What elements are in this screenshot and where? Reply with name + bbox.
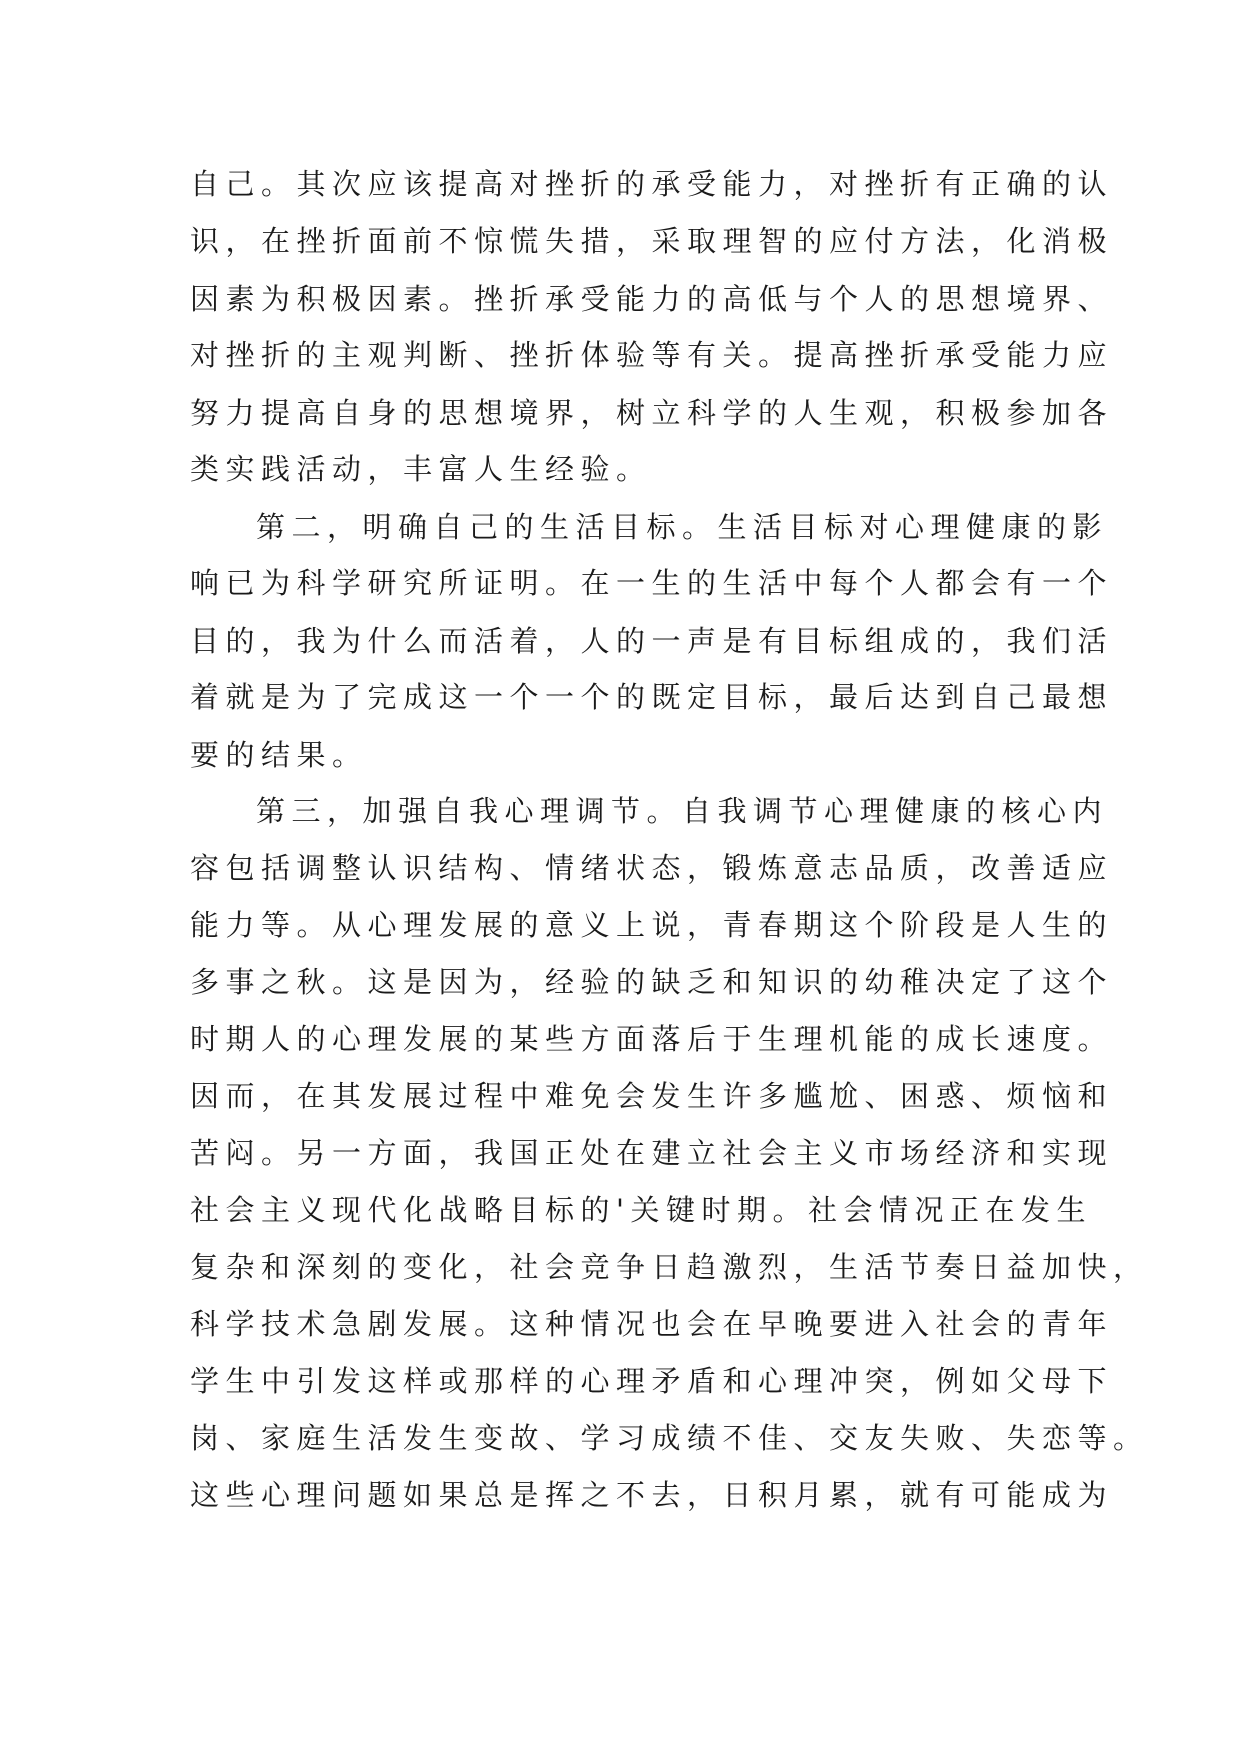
text-line: 多事之秋。这是因为，经验的缺乏和知识的幼稚决定了这个 bbox=[190, 965, 1114, 999]
text-line: 这些心理问题如果总是挥之不去，日积月累，就有可能成为 bbox=[190, 1478, 1114, 1512]
text-line: 识，在挫折面前不惊慌失措，采取理智的应付方法，化消极 bbox=[190, 224, 1114, 258]
text-line: 对挫折的主观判断、挫折体验等有关。提高挫折承受能力应 bbox=[190, 338, 1114, 372]
text-line: 复杂和深刻的变化，社会竞争日趋激烈，生活节奏日益加快， bbox=[190, 1250, 1149, 1284]
text-line: 苦闷。另一方面，我国正处在建立社会主义市场经济和实现 bbox=[190, 1136, 1114, 1170]
text-line: 岗、家庭生活发生变故、学习成绩不佳、交友失败、失恋等。 bbox=[190, 1421, 1149, 1455]
text-line: 目的，我为什么而活着，人的一声是有目标组成的，我们活 bbox=[190, 624, 1114, 658]
text-line: 能力等。从心理发展的意义上说，青春期这个阶段是人生的 bbox=[190, 908, 1114, 942]
text-line: 着就是为了完成这一个一个的既定目标，最后达到自己最想 bbox=[190, 680, 1114, 714]
text-line: 要的结果。 bbox=[190, 738, 368, 772]
text-line: 容包括调整认识结构、情绪状态，锻炼意志品质，改善适应 bbox=[190, 851, 1114, 885]
text-line: 努力提高自身的思想境界，树立科学的人生观，积极参加各 bbox=[190, 396, 1114, 430]
text-line: 社会主义现代化战略目标的'关键时期。社会情况正在发生 bbox=[190, 1193, 1092, 1227]
paragraph-start-line: 第二，明确自己的生活目标。生活目标对心理健康的影 bbox=[256, 510, 1109, 544]
text-line: 学生中引发这样或那样的心理矛盾和心理冲突，例如父母下 bbox=[190, 1364, 1114, 1398]
text-line: 自己。其次应该提高对挫折的承受能力，对挫折有正确的认 bbox=[190, 167, 1114, 201]
paragraph-start-line: 第三，加强自我心理调节。自我调节心理健康的核心内 bbox=[256, 794, 1109, 828]
text-line: 类实践活动，丰富人生经验。 bbox=[190, 452, 652, 486]
text-line: 时期人的心理发展的某些方面落后于生理机能的成长速度。 bbox=[190, 1022, 1114, 1056]
text-line: 科学技术急剧发展。这种情况也会在早晚要进入社会的青年 bbox=[190, 1307, 1114, 1341]
text-line: 因素为积极因素。挫折承受能力的高低与个人的思想境界、 bbox=[190, 282, 1114, 316]
text-line: 因而，在其发展过程中难免会发生许多尴尬、困惑、烦恼和 bbox=[190, 1079, 1114, 1113]
text-line: 响已为科学研究所证明。在一生的生活中每个人都会有一个 bbox=[190, 566, 1114, 600]
